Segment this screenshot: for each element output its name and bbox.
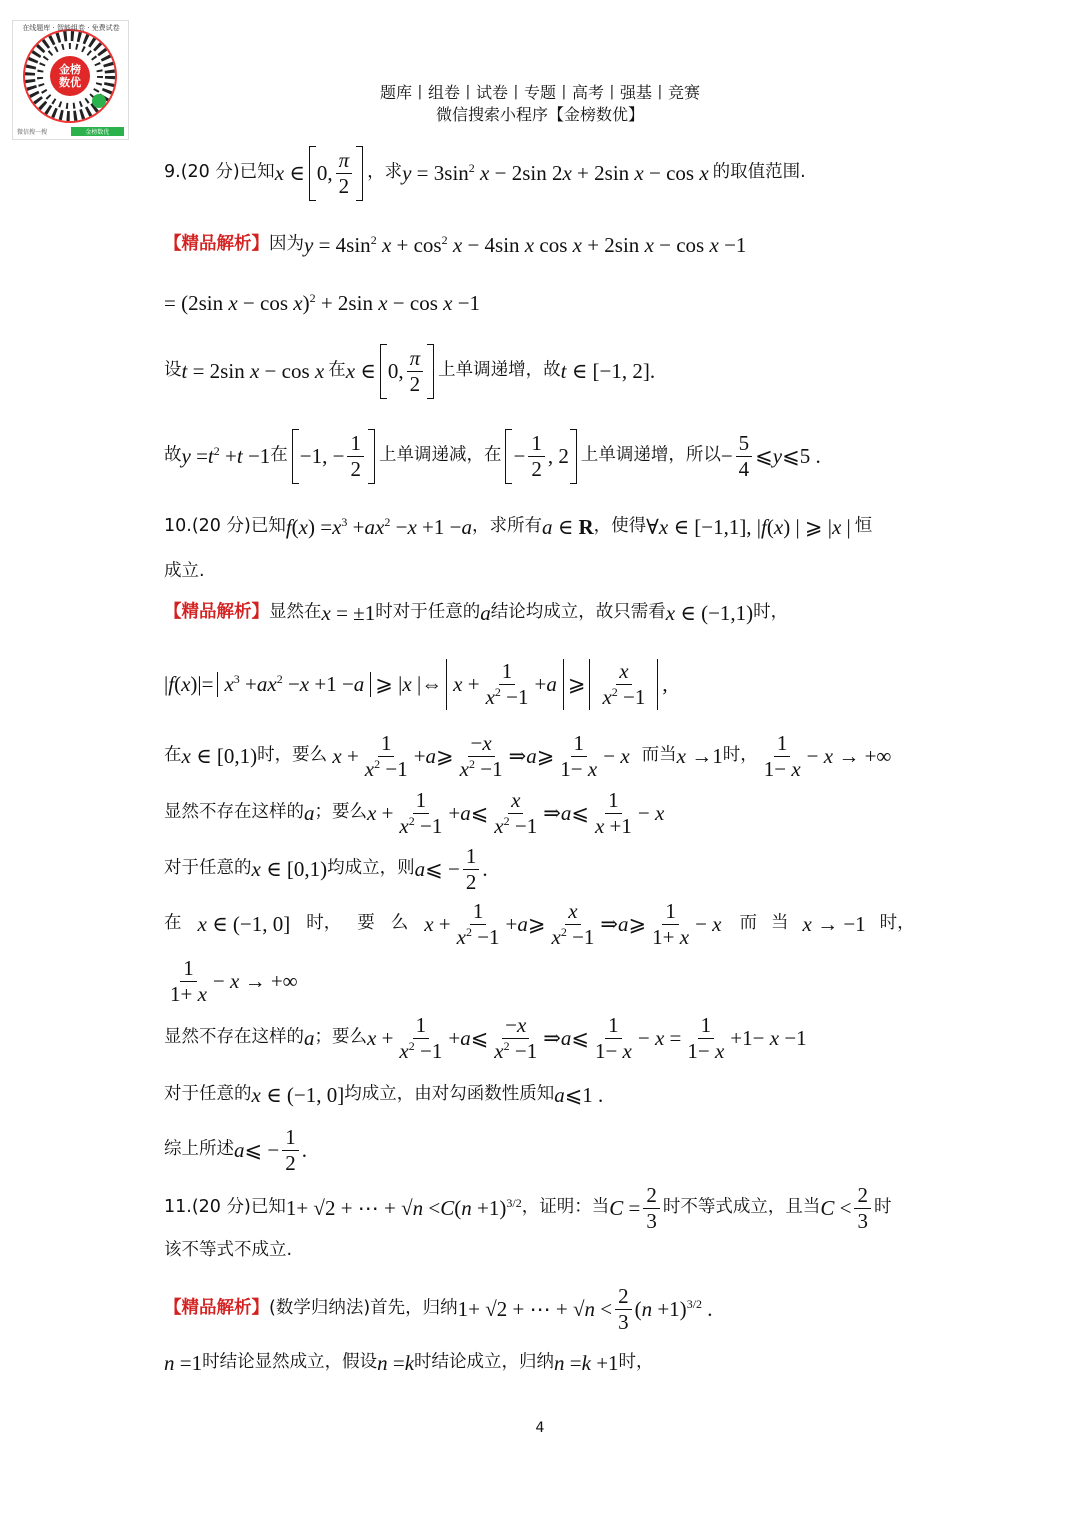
- solution-tag: 【精品解析】: [164, 234, 269, 255]
- solution-10-line-1: 【精品解析】 显然在 x = ±1 时对于任意的 a 结论均成立，故只需看 x ∈ (−1,1) 时，: [164, 600, 789, 625]
- solution-9-line-1: 【精品解析】 因为 y = $4\sin^2$ x + $\cos^2$ x − 4sin x cos x + 2sin x − cos x −1: [164, 232, 747, 257]
- question-11: 11.(20 分)已知 1+ √2 + ⋯ + √ n < C ( n +1)$^{3/2}$ ，证明：当 C = $\frac{2}{3}$ 时不等式成立，且当 C < $\frac{2}{3}$ 时: [164, 1182, 892, 1233]
- solution-10-line-4: 显然不存在这样的 a ；要么 x + $\frac{1}{x^2 -1}$ + a ⩽ $\frac{x}{x^2 -1}$ ⇒ a ⩽ $\frac{1}{x +1}$ − x: [164, 787, 665, 838]
- header-nav: 题库丨组卷丨试卷丨专题丨高考丨强基丨竞赛: [379, 83, 700, 102]
- qr-ring-text: 在线题库 · 智能组卷 · 免费试卷: [22, 24, 120, 32]
- qr-footer-right: 金榜数优: [71, 127, 125, 136]
- solution-10-line-6: 在 x ∈ (−1, 0] 时， 要 么 x + $\frac{1}{x^2 -1}$ + a ⩾ $\frac{x}{x^2 -1}$ ⇒ a ⩾ $\frac{1}{1+ x}$ − x 而 当 x → −1 时，: [164, 898, 915, 949]
- solution-10-line-10: 综上所述 a ⩽ − $\frac{1}{2}$ .: [164, 1124, 307, 1175]
- solution-10-line-3: 在 x ∈ [0,1) 时，要么 x + $\frac{1}{x^2 -1}$ + a ⩾ $\frac{-x}{x^2 -1}$ ⇒ a ⩾ $\frac{1}{1- x}$ − x 而当 x →1 时， $\frac{1}{1- x}$ − x → +∞: [164, 730, 892, 781]
- question-11-line-2: 该不等式不成立.: [164, 1240, 293, 1261]
- solution-10-line-8: 显然不存在这样的 a ；要么 x + $\frac{1}{x^2 -1}$ + a ⩽ $\frac{-x}{x^2 -1}$ ⇒ a ⩽ $\frac{1}{1- x}$ − x = $\frac{1}{1- x}$ +1− x −1: [164, 1012, 807, 1063]
- question-9: 9.(20 分)已知 x ∈ 0, $\frac{\pi}{2}$ ，求 y = $3\sin^2$ x − 2sin 2 x + 2sin x − cos x 的取值范围.: [164, 150, 930, 196]
- qr-center-label: 金榜 数优: [59, 63, 81, 90]
- solution-10-line-7: $\frac{1}{1+ x}$ − x → +∞: [170, 955, 298, 1006]
- solution-9-line-2: = (2sin x − cos x )$^2$ + 2sin x − cos x −1: [164, 290, 481, 315]
- solution-11-line-1: 【精品解析】 (数学归纳法)首先，归纳 1+ √2 + ⋯ + √ n < $\frac{2}{3}$ ( n +1)$^{3/2}$ .: [164, 1283, 713, 1334]
- solution-10-line-2: | f ( x )|= x $^3$ + ax $^2$ − x +1 − a ⩾ | x |⇔ x + $\frac{1}{x^2 -1}$ + a ⩾ $\frac{x}{x^2 -1}$ ,: [164, 658, 668, 709]
- qr-footer-left: 微信搜一搜: [17, 129, 48, 136]
- page-number: 4: [535, 1420, 545, 1436]
- question-10: 10.(20 分)已知 f ( x ) = x $^3$ + ax $^2$ − x +1 − a ，求所有 a ∈ R ，使得 ∀ x ∈ [−1,1], | f ( x ) | ⩾ | x | 恒: [164, 514, 873, 539]
- solution-10-line-9: 对于任意的 x ∈ (−1, 0] 均成立，由对勾函数性质知 a ⩽1 .: [164, 1082, 604, 1107]
- solution-11-line-2: n =1 时结论显然成立，假设 n = k 时结论成立，归纳 n = k +1 时，: [164, 1350, 654, 1375]
- solution-10-line-5: 对于任意的 x ∈ [0,1) 均成立，则 a ⩽ − $\frac{1}{2}$ .: [164, 843, 488, 894]
- solution-9-line-3: 设 t = 2sin x − cos x 在 x ∈ 0, $\frac{\pi}{2}$ 上单调递增，故 t ∈ [−1, 2].: [164, 346, 930, 396]
- header-subtitle: 微信搜索小程序【金榜数优】: [435, 105, 644, 124]
- solution-9-line-4: 故 y = t $^2$ + t −1 在 −1, − $\frac{1}{2}$ 上单调递减，在 − $\frac{1}{2}$ , 2 上单调递增，所以 − $\frac{5}{4}$ ⩽ y ⩽5 .: [164, 430, 930, 482]
- question-10-line-2: 成立.: [164, 561, 205, 582]
